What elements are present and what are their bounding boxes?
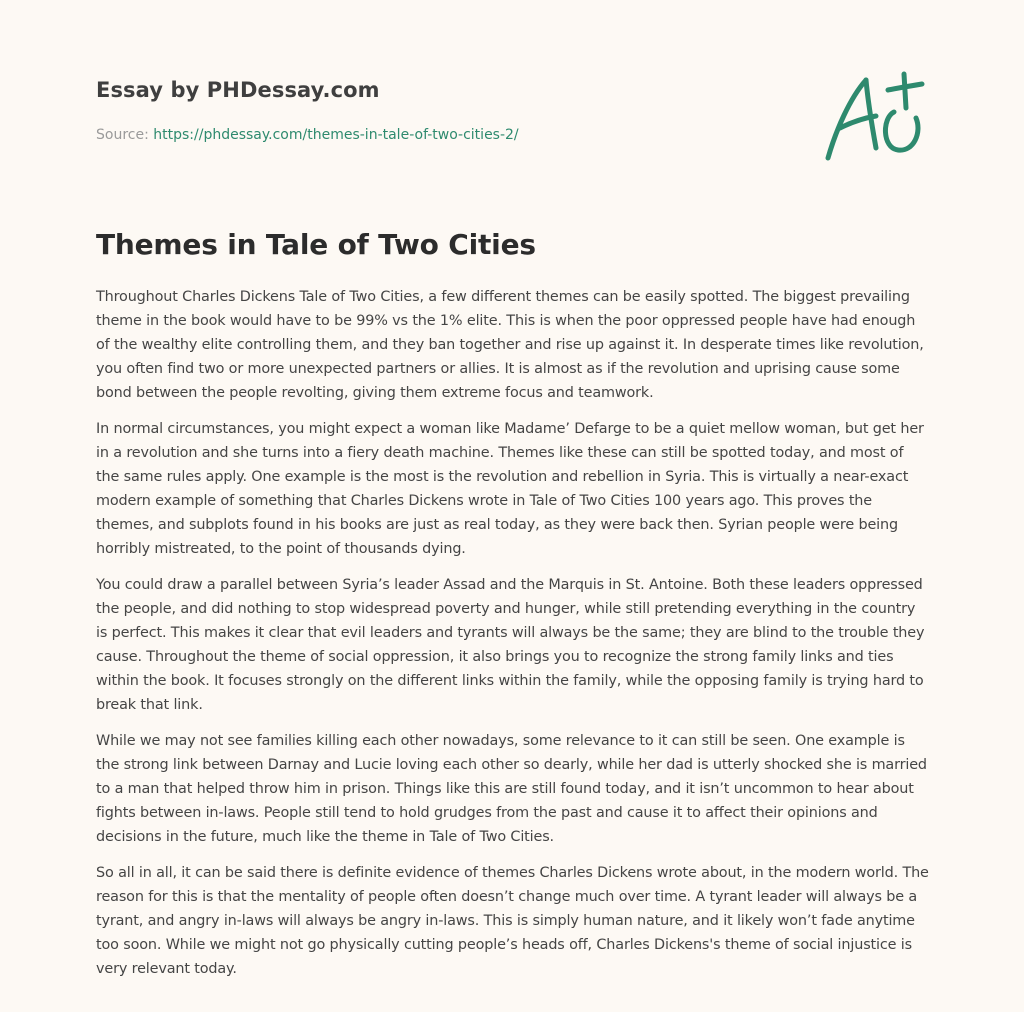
- article-paragraph: In normal circumstances, you might expect a woman like Madame’ Defarge to be a quiet mellow woman, but get her in a revolution and she turns into a fiery death machine. Themes like these can still be spotted today, and most of the same rules apply. One example is the most is the revolution and rebellion in Syria. This is virtually a near-exact modern example of something that Charles Dickens wrote in Tale of Two Cities 100 years ago. This proves the themes, and subplots found in his books are just as real today, as they were back then. Syrian people were being horribly mistreated, to the point of thousands dying.: [96, 421, 924, 557]
- site-title: Essay by PHDessay.com: [96, 78, 380, 102]
- article-title: Themes in Tale of Two Cities: [96, 228, 536, 261]
- article-paragraph: While we may not see families killing each other nowadays, some relevance to it can still be seen. One example is the strong link between Darnay and Lucie loving each other so dearly, while her dad is utterly shocked she is married to a man that helped throw him in prison. Things like this are still found today, and it isn’t uncommon to hear about fights between in-laws. People still tend to hold grudges from the past and cause it to affect their opinions and decisions in the future, much like the theme in Tale of Two Cities.: [96, 733, 927, 845]
- source-link[interactable]: https://phdessay.com/themes-in-tale-of-two-cities-2/: [153, 127, 519, 143]
- a-plus-logo-icon: [822, 68, 930, 166]
- source-line: [96, 125, 696, 145]
- source-label: Source:: [96, 127, 154, 143]
- article-paragraph: So all in all, it can be said there is definite evidence of themes Charles Dickens wrote about, in the modern world. The reason for this is that the mentality of people often doesn’t change much over time. A tyrant leader will always be a tyrant, and angry in-laws will always be angry in-laws. This is simply human nature, and it likely won’t fade anytime too soon. While we might not go physically cutting people’s heads off, Charles Dickens's theme of social injustice is very relevant today.: [96, 865, 929, 977]
- article-body: [96, 285, 930, 993]
- site-header: [96, 76, 696, 145]
- article-paragraph: You could draw a parallel between Syria’s leader Assad and the Marquis in St. Antoine. Both these leaders oppressed the people, and did nothing to stop widespread poverty and hunger, while still pretending everything in the country is perfect. This makes it clear that evil leaders and tyrants will always be the same; they are blind to the trouble they cause. Throughout the theme of social oppression, it also brings you to recognize the strong family links and ties within the book. It focuses strongly on the different links within the family, while the opposing family is trying hard to break that link.: [96, 577, 925, 713]
- article-paragraph: Throughout Charles Dickens Tale of Two Cities, a few different themes can be easily spotted. The biggest prevailing theme in the book would have to be 99% vs the 1% elite. This is when the poor oppressed people have had enough of the wealthy elite controlling them, and they ban together and rise up against it. In desperate times like revolution, you often find two or more unexpected partners or allies. It is almost as if the revolution and uprising cause some bond between the people revolting, giving them extreme focus and teamwork.: [96, 289, 924, 401]
